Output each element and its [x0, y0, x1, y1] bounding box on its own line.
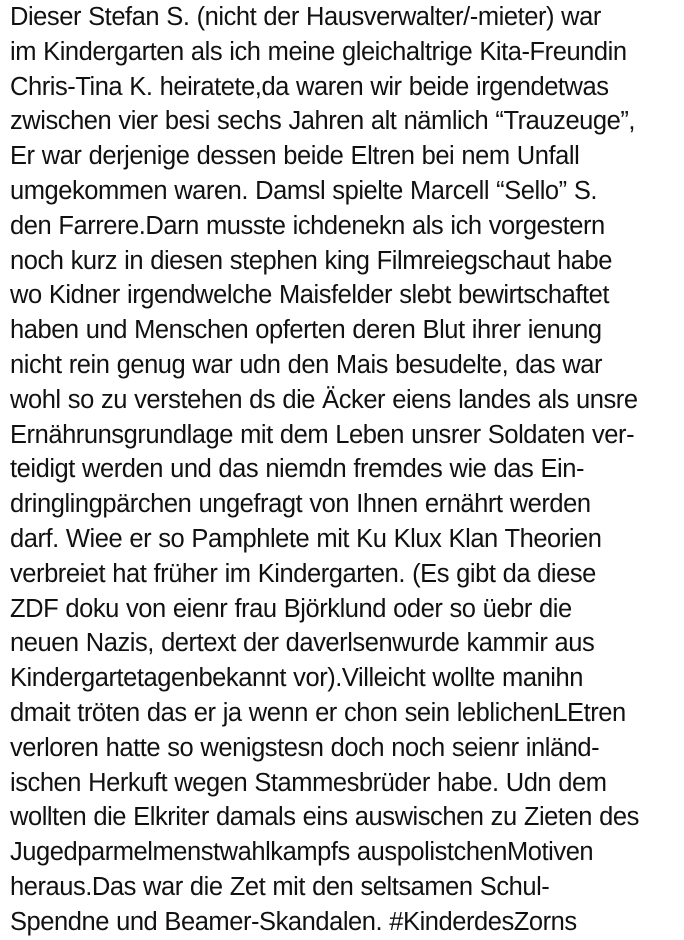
text-line: heraus.Das war die Zet mit den seltsamen Schul-	[10, 872, 550, 901]
text-line: ischen Herkuft wegen Stammesbrüder habe. Udn dem	[10, 768, 607, 797]
text-line: ZDF doku von eienr frau Björklund oder so üebr die	[10, 594, 572, 623]
text-line: teidigt werden und das niemdn fremdes wie das Ein-	[10, 455, 584, 484]
text-line: zwischen vier besi sechs Jahren alt nämlich “Trauzeuge”,	[10, 107, 636, 136]
text-line: verbreiet hat früher im Kindergarten. (Es gibt da diese	[10, 559, 596, 588]
text-line: darf. Wiee er so Pamphlete mit Ku Klux Klan Theorien	[10, 524, 602, 553]
text-line: nicht rein genug war udn den Mais besudelte, das war	[10, 350, 603, 379]
text-line: Ernährunsgrundlage mit dem Leben unsrer Soldaten ver-	[10, 420, 635, 449]
text-line: noch kurz in diesen stephen king Filmreiegschaut habe	[10, 246, 612, 275]
text-line: wollten die Elkriter damals eins auswischen zu Zieten des	[10, 803, 639, 832]
text-line: dmait tröten das er ja wenn er chon sein leblichenLEtren	[10, 698, 626, 727]
text-line: dringlingpärchen ungefragt von Ihnen ernährt werden	[10, 490, 591, 519]
text-line: haben und Menschen opferten deren Blut ihrer ienung	[10, 316, 602, 345]
document-text	[10, 0, 682, 940]
text-line: umgekommen waren. Damsl spielte Marcell “Sello” S.	[10, 176, 598, 205]
text-line: wo Kidner irgendwelche Maisfelder slebt bewirtschaftet	[10, 281, 610, 310]
text-line: wohl so zu verstehen ds die Äcker eiens landes als unsre	[10, 385, 638, 414]
text-line: im Kindergarten als ich meine gleichaltrige Kita-Freundin	[10, 37, 627, 66]
text-line: neuen Nazis, dertext der daverlsenwurde kammir aus	[10, 629, 595, 658]
text-line: Chris-Tina K. heiratete,da waren wir beide irgendetwas	[10, 72, 609, 101]
text-line: Dieser Stefan S. (nicht der Hausverwalter/-mieter) war	[10, 3, 601, 31]
text-line: den Farrere.Darn musste ichdenekn als ich vorgestern	[10, 211, 605, 240]
text-line: Kindergartetagenbekannt vor).Villeicht wollte manihn	[10, 664, 583, 693]
text-line: verloren hatte so wenigstesn doch noch seienr inländ-	[10, 733, 600, 762]
text-line: Jugedparmelmenstwahlkampfs auspolistchenMotiven	[10, 838, 594, 867]
text-line: Spendne und Beamer-Skandalen. #KinderdesZorns	[10, 907, 577, 936]
text-line: Er war derjenige dessen beide Eltren bei nem Unfall	[10, 142, 580, 171]
